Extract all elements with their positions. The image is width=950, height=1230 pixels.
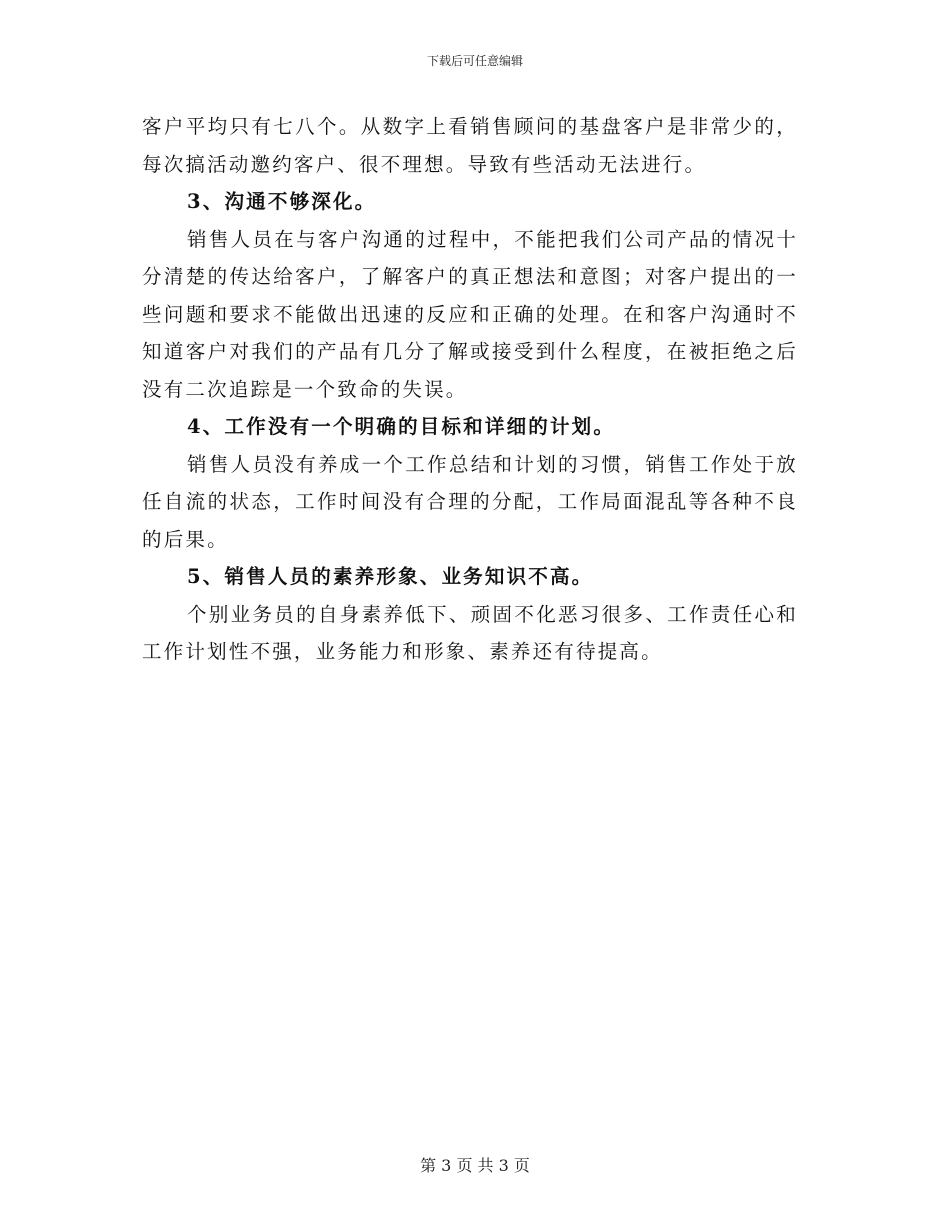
section-heading-5: 5、销售人员的素养形象、业务知识不高。 (187, 565, 594, 588)
paragraph-planning: 销售人员没有养成一个工作总结和计划的习惯，销售工作处于放任自流的状态，工作时间没有合理的分配，工作局面混乱等各种不良的后果。 (142, 452, 798, 551)
page-header: 下载后可任意编辑 (426, 54, 523, 68)
paragraph-communication: 销售人员在与客户沟通的过程中，不能把我们公司产品的情况十分清楚的传达给客户，了解客户的真正想法和意图；对客户提出的一些问题和要求不能做出迅速的反应和正确的处理。在和客户沟通时不知道客户对我们的产品有几分了解或接受到什么程度，在被拒绝之后没有二次追踪是一个致命的失误。 (142, 227, 798, 401)
paragraph-quality: 个别业务员的自身素养低下、顽固不化恶习很多、工作责任心和工作计划性不强，业务能力和形象、素养还有待提高。 (142, 602, 798, 663)
section-heading-4: 4、工作没有一个明确的目标和详细的计划。 (187, 415, 616, 438)
paragraph-continuation: 客户平均只有七八个。从数字上看销售顾问的基盘客户是非常少的，每次搞活动邀约客户、很不理想。导致有些活动无法进行。 (142, 115, 798, 176)
page-number: 第 3 页 共 3 页 (420, 1156, 530, 1175)
section-heading-3: 3、沟通不够深化。 (187, 190, 377, 213)
document-body (142, 108, 798, 671)
